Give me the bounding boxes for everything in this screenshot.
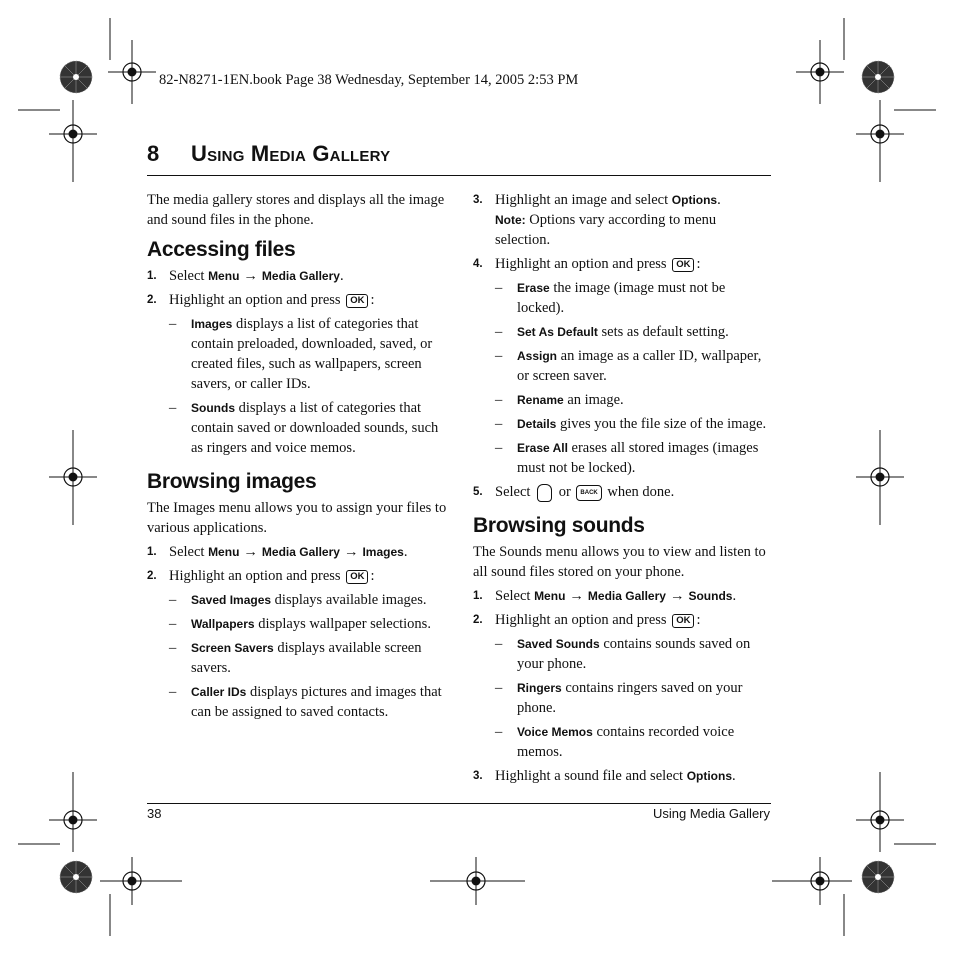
- arrow-icon: →: [243, 544, 258, 560]
- step-number: 1.: [147, 270, 157, 282]
- running-header: 82-N8271-1EN.book Page 38 Wednesday, September 14, 2005 2:53 PM: [159, 72, 579, 88]
- list-item: [147, 398, 447, 458]
- list-item: [473, 322, 773, 342]
- step-text: Select: [495, 484, 531, 500]
- item-text: displays wallpaper selections.: [254, 616, 431, 632]
- dash-bullet: –: [495, 724, 503, 740]
- list-item: [473, 414, 773, 434]
- punctuation: .: [339, 268, 344, 284]
- ui-label-images: Images: [362, 545, 404, 559]
- item-text: contains recorded voice memos.: [517, 724, 735, 760]
- list-item: [473, 278, 773, 318]
- ui-label-options: Options: [671, 193, 718, 207]
- ok-key-icon: OK: [672, 614, 694, 628]
- chapter-name: Using Media Gallery: [191, 141, 391, 166]
- ui-label: Screen Savers: [191, 641, 274, 655]
- ui-label: Assign: [517, 349, 558, 363]
- ok-key-icon: OK: [346, 294, 368, 308]
- dash-bullet: –: [169, 400, 177, 416]
- arrow-icon: →: [343, 544, 359, 560]
- page-number: 38: [147, 806, 162, 821]
- ui-label-media-gallery: Media Gallery: [261, 545, 340, 559]
- images-intro: The Images menu allows you to assign your files to various applications.: [147, 500, 447, 536]
- ui-label-menu: Menu: [534, 589, 566, 603]
- step-number: 4.: [473, 258, 483, 270]
- dash-bullet: –: [169, 592, 177, 608]
- item-text: contains sounds saved on your phone.: [517, 636, 751, 672]
- list-item: [473, 766, 773, 786]
- heading-browsing-images: Browsing images: [147, 470, 317, 493]
- ui-label: Caller IDs: [191, 685, 247, 699]
- step-number: 1.: [147, 546, 157, 558]
- step-number: 1.: [473, 590, 483, 602]
- ui-label: Images: [191, 317, 233, 331]
- list-item: [147, 314, 447, 394]
- item-text: sets as default setting.: [597, 324, 729, 340]
- ui-label: Saved Images: [191, 593, 272, 607]
- note-label: Note:: [495, 213, 526, 227]
- list-item: [473, 438, 773, 478]
- punctuation: .: [732, 588, 737, 604]
- item-text: displays a list of categories that contain preloaded, downloaded, saved, or created files, such as wallpapers, screen savers, or caller IDs.: [191, 316, 433, 392]
- arrow-icon: →: [569, 588, 584, 604]
- list-item: [473, 254, 773, 274]
- step-text: Select: [169, 544, 205, 560]
- intro-paragraph: The media gallery stores and displays all the image and sound files in the phone.: [147, 192, 445, 228]
- dash-bullet: –: [169, 616, 177, 632]
- note-text: Options vary according to menu selection.: [495, 212, 717, 248]
- item-text: the image (image must not be locked).: [517, 280, 726, 316]
- ok-key-icon: OK: [672, 258, 694, 272]
- arrow-icon: →: [243, 268, 258, 284]
- item-text: an image.: [563, 392, 624, 408]
- punctuation: :: [696, 612, 701, 628]
- punctuation: .: [717, 192, 721, 208]
- punctuation: :: [370, 568, 375, 584]
- list-item: [147, 542, 447, 562]
- dash-bullet: –: [169, 684, 177, 700]
- item-text: gives you the file size of the image.: [556, 416, 767, 432]
- dash-bullet: –: [495, 324, 503, 340]
- step-text: Highlight an image and select: [495, 192, 669, 208]
- ui-label: Rename: [517, 393, 564, 407]
- item-text: displays available screen savers.: [191, 640, 422, 676]
- list-item: [473, 482, 773, 502]
- ui-label-sounds: Sounds: [688, 589, 733, 603]
- chapter-number: 8: [147, 141, 160, 166]
- dash-bullet: –: [495, 280, 503, 296]
- step-text: Highlight an option and press: [169, 568, 341, 584]
- list-item: [147, 682, 447, 722]
- dash-bullet: –: [495, 416, 503, 432]
- ok-key-icon: OK: [346, 570, 368, 584]
- heading-accessing-files: Accessing files: [147, 238, 296, 261]
- list-item: [473, 634, 773, 674]
- list-item: [473, 346, 773, 386]
- chapter-title: [147, 141, 390, 167]
- item-text: contains ringers saved on your phone.: [517, 680, 743, 716]
- punctuation: :: [370, 292, 375, 308]
- punctuation: .: [732, 768, 736, 784]
- or-text: or: [558, 484, 571, 500]
- step-number: 3.: [473, 194, 483, 206]
- footer-section-title: Using Media Gallery: [652, 806, 770, 821]
- ui-label-media-gallery: Media Gallery: [261, 269, 340, 283]
- item-text: an image as a caller ID, wallpaper, or screen saver.: [517, 348, 762, 384]
- list-item: [147, 266, 447, 286]
- list-item: [473, 390, 773, 410]
- dash-bullet: –: [495, 636, 503, 652]
- ui-label: Erase: [517, 281, 550, 295]
- list-item: [473, 610, 773, 630]
- step-number: 2.: [473, 614, 483, 626]
- footer-rule: [147, 803, 771, 804]
- step-text: Select: [495, 588, 531, 604]
- step-text: Highlight a sound file and select: [495, 768, 684, 784]
- ui-label: Set As Default: [517, 325, 598, 339]
- step-number: 3.: [473, 770, 483, 782]
- ui-label: Ringers: [517, 681, 562, 695]
- step-text: Highlight an option and press: [169, 292, 341, 308]
- ui-label: Sounds: [191, 401, 235, 415]
- left-column: [147, 190, 447, 722]
- list-item: [473, 678, 773, 718]
- punctuation: :: [696, 256, 701, 272]
- dash-bullet: –: [495, 392, 503, 408]
- item-text: displays pictures and images that can be assigned to saved contacts.: [191, 684, 442, 720]
- right-column: [473, 190, 773, 786]
- dash-bullet: –: [495, 680, 503, 696]
- ui-label-options: Options: [686, 769, 733, 783]
- list-item: [147, 614, 447, 634]
- arrow-icon: →: [669, 588, 685, 604]
- sounds-intro: The Sounds menu allows you to view and listen to all sound files stored on your phone.: [473, 544, 766, 580]
- list-item: [147, 590, 447, 610]
- ui-label-media-gallery: Media Gallery: [587, 589, 666, 603]
- list-item: [473, 586, 773, 606]
- dash-bullet: –: [169, 640, 177, 656]
- ui-label: Saved Sounds: [517, 637, 600, 651]
- punctuation: .: [403, 544, 408, 560]
- list-item: [147, 566, 447, 586]
- step-text: Highlight an option and press: [495, 612, 667, 628]
- dash-bullet: –: [169, 316, 177, 332]
- item-text: displays a list of categories that contain saved or downloaded sounds, such as ringers and voice memos.: [191, 400, 439, 456]
- ui-label-menu: Menu: [208, 269, 240, 283]
- dash-bullet: –: [495, 348, 503, 364]
- item-text: displays available images.: [271, 592, 427, 608]
- list-item: [473, 190, 773, 250]
- softkey-icon: [537, 484, 552, 502]
- list-item: [147, 638, 447, 678]
- dash-bullet: –: [495, 440, 503, 456]
- step-text-end: when done.: [607, 484, 675, 500]
- item-text: erases all stored images (images must not be locked).: [517, 440, 759, 476]
- back-key-icon: BACK: [576, 485, 601, 501]
- step-number: 2.: [147, 570, 157, 582]
- title-rule: [147, 175, 771, 176]
- step-number: 2.: [147, 294, 157, 306]
- ui-label: Wallpapers: [191, 617, 255, 631]
- heading-browsing-sounds: Browsing sounds: [473, 514, 645, 537]
- list-item: [147, 290, 447, 310]
- step-text: Select: [169, 268, 205, 284]
- ui-label: Erase All: [517, 441, 568, 455]
- list-item: [473, 722, 773, 762]
- ui-label: Voice Memos: [517, 725, 593, 739]
- ui-label: Details: [517, 417, 557, 431]
- step-number: 5.: [473, 486, 483, 498]
- step-text: Highlight an option and press: [495, 256, 667, 272]
- ui-label-menu: Menu: [208, 545, 240, 559]
